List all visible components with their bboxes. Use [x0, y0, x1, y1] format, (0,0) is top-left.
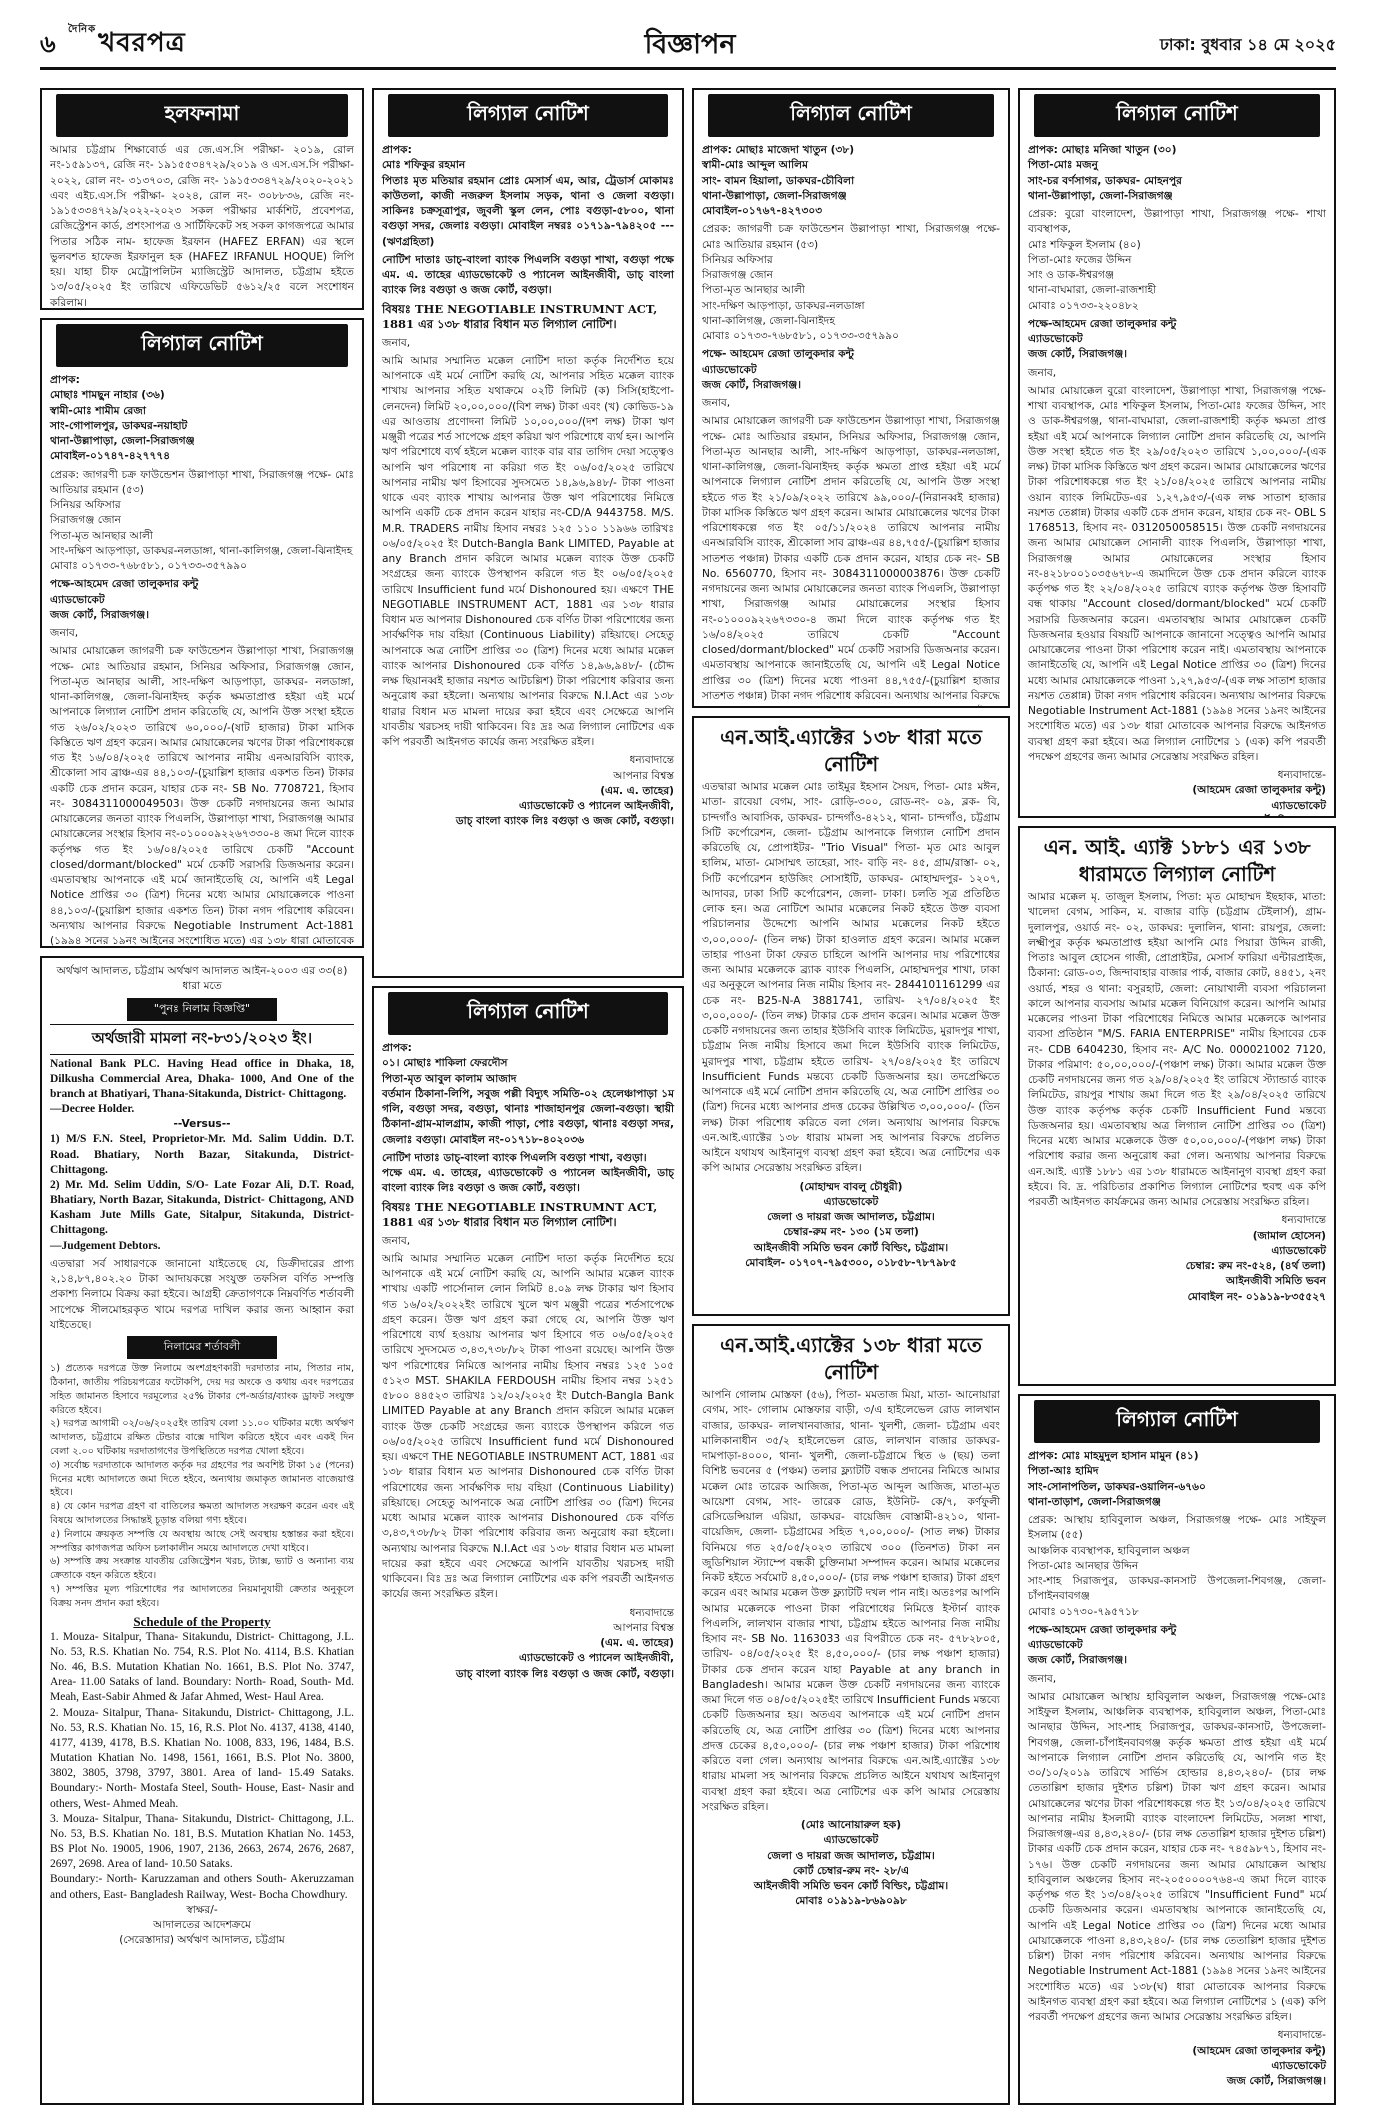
notice-title: লিগ্যাল নোটিশ	[1034, 94, 1320, 137]
auction-notice	[40, 956, 364, 2105]
notice-subject: বিষয়ঃ THE NEGOTIABLE INSTRUMNT ACT, 1881 এর ১৩৮ ধারার বিধান মত লিগ্যাল নোটিশ।	[382, 301, 658, 332]
auction-court: অর্থঋণ আদালত, চট্টগ্রাম অর্থঋণ আদালত আইন-২০০৩ এর ৩৩(৪) ধারা মতে	[56, 965, 348, 993]
notice-body: আমার মোয়াক্কেল জাগরণী চক্র ফাউন্ডেশন উল্লাপাড়া শাখা, সিরাজগঞ্জ পক্ষে- মোঃ আতিয়ার রহমান, সিনিয়র অফিসার, সিরাজগঞ্জ জোন, পিতা-মৃত আনছার আলী, সাং-দক্ষিণ আড়পাড়া, ডাকঘর-নলডাঙ্গা, থানা-কালিগঞ্জ, জেলা-ঝিনাইদহ কর্তৃক ক্ষমতা প্রাপ্ত হইয়া এই মর্মে আপনাকে লিগ্যাল নোটিশ প্রদান করিতেছি যে, আপনি উক্ত সংস্থা হইতে গত ইং ২১/০৯/২০২২ তারিখে ৯৯,০০০/-(নিরানব্বই হাজার) টাকা মাসিক কিস্তিতে ঋণ গ্রহণ করেন। আমার মোয়াক্কেলের ঋণের টাকা পরিশোধকল্পে গত ইং ০৫/১১/২০২৪ তারিখে আপনার নামীয় এনআরবিসি ব্যাংক, শ্রীকোলা সাব ব্রাঞ্চ-এর ৪৪,৭৫৫/-(চুয়াল্লিশ হাজার সাতশত পঞ্চান্ন) টাকার একটি চেক প্রদান করেন, যাহার চেক নং- SB No. 6560770, হিসাব নং- 3084311000003876। উক্ত চেকটি নগদায়নের জন্য আমার মোয়াক্কেলের জনতা ব্যাংক পিএলসি, উল্লাপাড়া শাখা, সিরাজগঞ্জ আমার মোয়াক্কেলের সংস্থার হিসাব নং-০১০০০৯২২৬৭৩৩০-৪ জমা দিলে ব্যাংক কর্তৃপক্ষ গত ইং ১৬/০৪/২০২৫ তারিখে চেকটি "Account closed/dormant/blocked" মর্মে চেকটি সরাসরি ডিজঅনার করেন। এমতাবস্থায় আপনাকে জানাইতেছি যে, আপনি এই Legal Notice প্রাপ্তির ৩০ (ত্রিশ) দিনের মধ্যে পাওনা ৪৪,৭৫৫/-(চুয়াল্লিশ হাজার সাতশত পঞ্চান্ন) টাকা নগদ পরিশোধ করিবেন। অন্যথায় আপনার বিরুদ্ধে	[702, 415, 1000, 702]
notice-body: এতদ্বারা আমার মক্কেল মোঃ তাইমুর ইহসান সৈয়দ, পিতা- মোঃ মঈন, মাতা- রাবেয়া বেগম, সাং- রোড়ি-৩০০, রোড-নং- ০৯, ব্লক- বি, চান্দগাঁও আবাসিক, ডাকঘর- চান্দগাঁও-৪২১২, থানা- চান্দগাঁও, চট্টগ্রাম সিটি কর্পোরেশন, জেলা- চট্টগ্রাম আপনাকে লিগ্যাল নোটিশ প্রদান করিতেছি যে, প্রোপাইটর- "Trio Visual" পিতা- মৃত মোঃ আবুল হালিম, মাতা- মোসাম্মৎ তাহেরা, সাং- বাড়ি নং- ৪৫, গ্রাম/রাস্তা- ০২, সিটি কর্পোরেশন হাউজিং সোসাইটি, ডাকঘর- মোহাম্মদপুর- ১২০৭, আদাবর, ঢাকা সিটি কর্পোরেশন, জেলা- ঢাকা। চলতি সূত্র প্রতিষ্ঠিত লোক হন। অত্র নোটিশে আমার মক্কেলের নিকট হইতে উক্ত ব্যবসা পরিচালনার উদ্দেশ্যে আপনি আমার মক্কেলের নিকট হইতে ৩,০০,০০০/- (তিন লক্ষ) টাকা হাওলাত গ্রহণ করেন। আমার মক্কেল তাহার পাওনা টাকা ফেরত চাহিলে আপনি আপনার দায় পরিশোধের জন্য আমার মক্কেলকে ব্র্যাক ব্যাংক পিএলসি, মোহাম্মদপুর শাখা, ঢাকা এর অনুকূলে আপনার নিজ নামীয় হিসাব নং- 2844101161299 এর চেক নং- B25-N-A 3881741, তারিখ- ২৭/০৪/২০২৫ ইং ৩,০০,০০০/- (তিন লক্ষ) টাকার চেক প্রদান করেন। আমার মক্কেল উক্ত চেকটি নগদায়নের জন্য তাহার ইউসিবি ব্যাংক লিমিটেড, মুরাদপুর শাখা, চট্টগ্রাম নিজ নামীয় হিসাবে জমা দিলে ইউসিবি ব্যাংক লিমিটেড, মুরাদপুর শাখা, চট্টগ্রাম হইতে তারিখ- ২৭/০৪/২০২৫ ইং তারিখে Insufficient Funds মন্তব্যে চেকটি ডিজঅনার হয়। তদপ্রেক্ষিতে আপনাকে এই মর্মে নোটিশ প্রদান করিতেছি যে, অত্র নোটিশ প্রাপ্তির ৩০ (ত্রিশ) দিনের মধ্যে আপনার প্রদত্ত চেকের উল্লিখিত ৩,০০,০০০/- (তিন লক্ষ) টাকা পরিশোধ করিতে বলা গেল। অন্যথায় আপনার বিরুদ্ধে এন.আই.এ্যাক্টের ১৩৮ ধারায় মামলা সহ আপনার বিরুদ্ধে প্রচলিত আইনে যথাযথ আইনানুগ ব্যবস্থা গ্রহণ করা হইবে। অত্র নোটিশের এক কপি আমার সেরেস্তায় সংরক্ষিত রহিল।	[702, 781, 1000, 1175]
notice-thanks: ধন্যবাদান্তে	[1281, 1214, 1326, 1227]
notice-lawyer: পক্ষে-আহমেদ রেজা তালুকদার কন্টু এ্যাডভোকেট জজ কোর্ট, সিরাজগঞ্জ।	[1028, 317, 1177, 361]
auction-plaintiff: National Bank PLC. Having Head office in Dhaka, 18, Dilkusha Commercial Area, Dhaka- 1000, And One of the branch at Bhatiyari, Thana-Sitakunda, District- Chittagong. —Decree Holder.	[50, 1057, 354, 1116]
notice-thanks: ধন্যবাদান্তে আপনার বিশ্বস্ত	[613, 1606, 674, 1634]
notice-greeting: জনাব,	[702, 397, 731, 409]
notice-thanks: ধন্যবাদান্তে আপনার বিশ্বস্ত	[613, 754, 674, 782]
notice-signature: (আহমেদ রেজা তালুকদার কন্টু) এ্যাডভোকেট	[1192, 784, 1326, 812]
ni-act-notice-1	[692, 716, 1010, 1316]
schedule-body: 1. Mouza- Sitalpur, Thana- Sitakundu, District- Chittagong, J.L. No. 53, R.S. Khatian No. 754, R.S. Plot No. 4114, B.S. Khatian No. 46, B.S. Mutation Khatian No. 1661, B.S. Plot No. 3747, Area- 11.00 Sataks of land. Boundary: North- Road, South- Md. Meah, East-Sabir Ahmed & Jafar Ahmed, West- Haul Area. 2. Mouza- Sitalpur, Thana- Sitakundu, District- Chittagong, J.L. No. 53, R.S. Khatian No. 15, 16, R.S. Plot No. 4137, 4138, 4140, 4177, 4139, 4178, B.S. Khatian No. 1008, 833, 196, 1484, B.S. Mutation Khatian No. 1498, 1561, 1661, B.S. Plot No. 3800, 3802, 3805, 3798, 3797, 3801. Area of land- 15.49 Sataks. Boundary:- North- Mostafa Steel, South- House, East- Nasir and others, West- Ahmed Meah. 3. Mouza- Sitalpur, Thana- Sitakundu, District- Chittagong, J.L. No. 53, B.S. Khatian No. 181, B.S. Mutation Khatian No. 1453, BS Plot No. 19005, 1906, 1907, 2136, 2663, 2674, 2676, 2687, 2697, 2698. Area of land- 10.50 Sataks. Boundary:- North- Karuzzaman and others South- Akeruzzaman and others, East- Bangladesh Railway, West- Bocha Chowdhury.	[50, 1630, 354, 1901]
notice-title: লিগ্যাল নোটিশ	[388, 992, 668, 1035]
notice-title: এন.আই.এ্যাক্টের ১৩৮ ধারা মতে নোটিশ	[720, 725, 982, 776]
ni-act-notice-2	[692, 1324, 1010, 2105]
notice-body: আমার মক্কেল মৃ. তাজুল ইসলাম, পিতা: মৃত মোহাম্মদ ইছহাক, মাতা: খালেদা বেগম, সাকিন, ম. বাজার বাড়ি (চট্টগ্রাম টেইলার্স), গ্রাম- দুলালপুর, ওয়ার্ড নং- ০২, ডাকঘর: দুলালিন, থানা: রায়পুর, জেলা: লক্ষ্মীপুর কর্তৃক ক্ষমতাপ্রাপ্ত হইয়া আপনি মোঃ পিয়ারা উদ্দিন রাজী, পিতাঃ আবুল হোসেন গাজী, প্রোপ্রাইটর, মেসার্স ফারিয়া এন্টারপ্রাইজ, ঠিকানা: রোড-০৩, জিন্দাবাহার বাজার পার্ক, বাজার কোট, ৪৪৫১, ২নং ওয়ার্ড, শহর ও থানা: বসুরহাট, জেলা: নোয়াখালী ব্যবসা পরিচালনা কালে আপনার ব্যবসায় আমার মক্কেল বিনিয়োগ করেন। আপনি আমার মক্কেলের পাওনা টাকা পরিশোধের নিমিত্তে আমার মক্কেলকে আপনার ব্যবসা প্রতিষ্ঠান "M/S. FARIA ENTERPRISE" নামীয় হিসাবের চেক নং- CDB 6404230, হিসাব নং- A/C No. 000021002 7120, টাকার পরিমাণ: ৫০,০০,০০০/-(পঞ্চাশ লক্ষ) টাকা। আমার মক্কেল উক্ত চেকটি নগদায়নের জন্য গত ২৯/০৪/২০২৫ ইং তারিখে স্ট্যান্ডার্ড ব্যাংক লিমিটেড, রায়পুর শাখায় জমা দিলে গত ইং ২৯/০৪/২০২৫ তারিখে উক্ত ব্যাংক কর্তৃপক্ষ কর্তৃক চেকটি Insufficient Fund মন্তব্যে ডিজঅনার হয়। এমতাবস্থায় অত্র লিগ্যাল নোটিশ প্রাপ্তির ৩০ (ত্রিশ) দিনের মধ্যে আমার মক্কেলকে উক্ত ৫০,০০,০০০/-(পঞ্চাশ লক্ষ) টাকা পরিশোধ করার জন্য অনুরোধ করা গেল। অন্যথায় আপনার বিরুদ্ধে এন.আই. এ্যাক্ট ১৮৮১ এর ১৩৮ ধারামতে আইনানুগ ব্যবস্থা গ্রহণ করা হইবে। বি. দ্র. পরিচিতার প্রকাশিত লিগ্যাল নোটিশের হুবহু এক কপি পরবর্তী আইনগত কার্যক্রমের জন্য আমার সেরেস্তায় সংরক্ষিত রহিল।	[1028, 891, 1326, 1208]
notice-lawyer: পক্ষে- আহমেদ রেজা তালুকদার কন্টু এ্যাডভোকেট জজ কোর্ট, সিরাজগঞ্জ।	[702, 348, 855, 391]
notice-body: আমার মোয়াক্কেল জাগরণী চক্র ফাউন্ডেশন উল্লাপাড়া শাখা, সিরাজগঞ্জ পক্ষে- মোঃ আতিয়ার রহমান, সিনিয়র অফিসার, সিরাজগঞ্জ জোন, পিতা-মৃত আনছার আলী, সাং-দক্ষিণ আড়পাড়া, ডাকঘর- নলডাঙ্গা, থানা-কালিগঞ্জ, জেলা-ঝিনাইদহ কর্তৃক ক্ষমতাপ্রাপ্ত হইয়া এই মর্মে আপনাকে লিগ্যাল নোটিশ প্রদান করিতেছি যে, আপনি উক্ত সংস্থা হইতে গত ২৬/০২/২০২৩ তারিখে ৬০,০০০/-(ষাট হাজার) টাকা মাসিক কিস্তিতে ঋণ গ্রহণ করেন। আমার মোয়াক্কেলের ঋণের টাকা পরিশোধকল্পে গত ইং ১৬/০৪/২০২৫ তারিখে আপনার নামীয় এনআরবিসি ব্যাংক, শ্রীকোলা সাব ব্রাঞ্চ-এর ৪৪,১০৩/-(চুয়াল্লিশ হাজার একশত তিন) টাকার একটি চেক প্রদান করেন, যাহার চেক নং- SB No. 7708721, হিসাব নং- 3084311000049503। উক্ত চেকটি নগদায়নের জন্য আমার মোয়াক্কেলের জনতা ব্যাংক পিএলসি, উল্লাপাড়া শাখা, সিরাজগঞ্জ আমার মোয়াক্কেলের সংস্থার হিসাব নং-০১০০০৯২২৬৭৩৩০-৪ জমা দিলে ব্যাংক কর্তৃপক্ষ গত ইং ১৬/০৪/২০২৫ তারিখে চেকটি "Account closed/dormant/blocked" মর্মে চেকটি সরাসরি ডিজঅনার করেন। এমতাবস্থায় আপনাকে এই মর্মে জানাইতেছি যে, আপনি এই Legal Notice প্রাপ্তির ৩০ (ত্রিশ) দিনের মধ্যে আমার মোয়াক্কেলকে পাওনা ৪৪,১০৩/-(চুয়াল্লিশ হাজার একশত তিন) টাকা নগদ পরিশোধ করিবেন। অন্যথায় আপনার বিরুদ্ধে Negotiable Instrument Act-1881 (১৯৯৪ সনের ১৯নং আইনের সংশোধিত মতে) এর ১৩৮ ধারা মোতাবেক	[50, 645, 354, 947]
notice-body: আমি আমার সম্মানিত মক্কেল নোটিশ দাতা কর্তৃক নির্দেশিত হয়ে আপনাকে এই মর্মে নোটিশ করছি যে, আপনার সহিত মক্কেল ব্যাংক শাখায় আপনার সহিত যথাক্রমে ০২টি লিমিট (ক) সিসি(হাইপো-লেনদেন) লিমিট ২০,০০,০০০/(বিশ লক্ষ) টাকা এবং (খ) কোভিড-১৯ এর আওতায় প্রণোদনা লিমিট ১০,০০,০০০/(দশ লক্ষ) টাকা ঋণ মঞ্জুরী পত্রের শর্ত সাপেক্ষে গ্রহণ করিয়া ঋণ পরিশোধে ব্যর্থ হন। আপনি ঋণ পরিশোধে ব্যর্থ হইলে মক্কেল ব্যাংক বার বার তাগিদ দেয়া সত্ত্বেও আপনি ঋণ পরিশোধ না করিয়া গত ইং ০৬/০৫/২০২৫ তারিখে আপনার নামীয় ঋণ হিসাবের সুদসমেত ১৪,৯৬,৯৪৮/- টাকা পাওনা থাকে এবং ব্যাংক শাখায় আপনার উক্ত ঋণ পরিশোধের নিমিত্তে আপনি একটি চেক প্রদান করেন যাহার নং-CD/A 9443758. M/S. M.R. TRADERS নামীয় হিসাব নম্বরঃ ১২৫ ১১০ ১১৯৬৬ তারিখঃ ০৬/০৫/২০২৫ ইং Dutch-Bangla Bank LIMITED, Payable at any Branch প্রদান করিলে আমার মক্কেল ব্যাংক উক্ত চেকটি সংগ্রহের জন্য ব্যাংকে উপস্থাপন করিলে গত ইং ০৬/০৫/২০২৫ তারিখে Insufficient fund মর্মে Dishonoured হয়। এক্ষণে THE NEGOTIABLE INSTRUMENT ACT, 1881 এর ১৩৮ ধারার বিধান মত আপনার Dishonoured চেক বর্ণিত টাকা পরিশোধের জন্য সার্বক্ষণিক দায় বহিয়া (Continuous Liability) রহিয়াছে। সেহেতু আপনাকে অত্র নোটিশ প্রাপ্তির ৩০ (ত্রিশ) দিনের মধ্যে আমার মক্কেল ব্যাংক আপনার Dishonoured চেক বর্ণিত ১৪,৯৬,৯৪৮/- (চৌদ্দ লক্ষ ছিয়ানব্বই হাজার নয়শত আটচল্লিশ) টাকা পরিশোধ করিবার জন্য অনুরোধ করা হইলো। অন্যথায় আপনার বিরুদ্ধে N.I.Act এর ১৩৮ ধারার বিধান মত মামলা দায়ের করা হইবে এবং সেক্ষেত্রে আপনি যাবতীয় খরচসহ দায়ী থাকিবেন। বিঃ দ্রঃ অত্র লিগ্যাল নোটিশের এক কপি পরবর্তী আইনগত কার্যের জন্য সংরক্ষিত রইল।	[382, 354, 675, 749]
legal-notice-9	[1018, 1394, 1336, 2105]
notice-greeting: জনাব,	[1028, 1672, 1057, 1685]
notice-recipient: প্রাপক: মোঃ শফিকুর রহমান পিতাঃ মৃত মতিয়ার রহমান প্রোঃ মেসার্স এম, আর, ট্রেডার্স মোকামঃ কাউতলা, কাজী নজরুল ইসলাম সড়ক, থানা ও জেলা বগুড়া। সাকিনঃ চক্রসূত্রাপুর, জুবলী স্কুল লেন, পোঃ বগুড়া-৫৮০০, থানা বগুড়া সদর, জেলাঃ বগুড়া। মোবাইল নম্বরঃ ০১৭১৯-৭৯৪২০৫ --- (ঋণগ্রহিতা)	[382, 144, 674, 248]
notice-greeting: জনাব,	[382, 1234, 411, 1247]
notice-recipient: প্রাপক: মোছাঃ শামছুন নাহার (৩৬) স্বামী-মোঃ শামীম রেজা সাং-গোপালপুর, ডাকঘর-নয়াহাট থানা-উল্লাপাড়া, জেলা-সিরাজগঞ্জ মোবাইল-০১৭৪৭-৪২৭৭৭৪	[50, 374, 195, 463]
legal-notice-2	[372, 88, 684, 978]
notice-signature: (মোঃ আনোয়ারুল হক) এ্যাডভোকেট জেলা ও দায়রা জজ আদালত, চট্টগ্রাম। কোর্ট চেম্বার-রুম নং- ২৮/এ আইনজীবী সমিতি ভবন কোর্ট বিল্ডিং, চট্টগ্রাম। মোবাঃ ০১৯১৯-৮৬৯০৯৮	[753, 1819, 949, 1908]
logo-small-text: দৈনিক	[68, 24, 97, 35]
schedule-title: Schedule of the Property	[133, 1613, 271, 1629]
notice-thanks: ধন্যবাদান্তে-	[1277, 2029, 1326, 2042]
column-4	[1018, 88, 1336, 2105]
notice-signature: (মোহাম্মদ বাবলু চৌধুরী) এ্যাডভোকেট জেলা ও দায়রা জজ আদালত, চট্টগ্রাম। চেম্বার-রুম নং- ১৩০ (১ম তলা) আইনজীবী সমিতি ভবন কোর্ট বিল্ডিং, চট্টগ্রাম। মোবাইল- ০১৭০৭-৭৯৫৩০০, ০১৮৫৮-৭৮৭৯৮৫	[745, 1180, 957, 1269]
notice-recipient: প্রাপক: ০১। মোছাঃ শাকিলা ফেরদৌস পিতা-মৃত আবুল কালাম আজাদ বর্তমান ঠিকানা-লিপি, সবুজ পল্লী বিদ্যুৎ সমিতি-০২ হেলেঞ্চাপাড়া ১ম গলি, বগুড়া সদর, বগুড়া, থানাঃ শাজাহানপুর জেলা-বগুড়া। স্থায়ী ঠিকানা-গ্রাম-মালগ্রাম, কাজী পাড়া, পোঃ বগুড়া, থানাঃ বগুড়া সদর, জেলাঃ বগুড়া। মোবাইল নং-০১৭১৮-৪০২০৩৬	[382, 1042, 674, 1146]
notice-lawyer: পক্ষে-আহমেদ রেজা তালুকদার কন্টু এ্যাডভোকেট জজ কোর্ট, সিরাজগঞ্জ।	[50, 578, 199, 621]
auction-versus: --Versus--	[173, 1118, 231, 1131]
masthead	[40, 18, 1336, 70]
column-3	[692, 88, 1010, 2105]
legal-notice-4	[692, 88, 1010, 708]
notice-greeting: জনাব,	[1028, 366, 1057, 379]
notice-sender: প্রেরক: আস্থায় হাবিবুলাল অঞ্চল, সিরাজগঞ্জ পক্ষে- মোঃ সাইফুল ইসলাম (৫৫) আঞ্চলিক ব্যবস্থাপক, হাবিবুলাল অঞ্চল পিতা-মোঃ আনছার উদ্দিন সাং-শাহ সিরাজপুর, ডাকঘর-কানসাট উপজেলা-শিবগঞ্জ, জেলা-চাঁপাইনবাবগঞ্জ মোবাঃ ০১৭৩০-৭৯৫৭১৮	[1028, 1514, 1326, 1618]
auction-tag: "পুনঃ নিলাম বিজ্ঞপ্তি"	[127, 998, 277, 1021]
auction-signature: স্বাক্ষর/- আদালতের আদেশক্রমে (সেরেস্তাদার) অর্থঋণ আদালত, চট্টগ্রাম	[119, 1903, 285, 1947]
legal-notice-1	[40, 318, 364, 948]
auction-terms: ১) প্রত্যেক দরপত্রে উক্ত নিলামে অংশগ্রহণকারী দরদাতার নাম, পিতার নাম, ঠিকানা, জাতীয় পরিচয়পত্রের ফটোকপি, দেয় দর অংকে ও কথায় এবং দরপত্রের সহিত জামানত হিসাবে দরমূল্যের ২৫% টাকার পে-অর্ডার/ব্যাংক ড্রাফট সংযুক্ত করিতে হইবে। ২) দরপত্র আগামী ০২/০৬/২০২৫ইং তারিখ বেলা ১১.০০ ঘটিকার মধ্যে অর্থঋণ আদালত, চট্টগ্রামে রক্ষিত টেন্ডার বাক্সে দাখিল করিতে হইবে এবং একই দিন বেলা ২.০০ ঘটিকায় দরদাতাগণের উপস্থিতিতে দরপত্র খোলা হইবে। ৩) সর্বোচ্চ দরদাতাকে আদালত কর্তৃক দর গ্রহণের পর অবশিষ্ট টাকা ১৫ (পনের) দিনের মধ্যে আদালতে জমা দিতে হইবে, অন্যথায় জমাকৃত জামানত বাজেয়াপ্ত হইবে। ৪) যে কোন দরপত্র গ্রহণ বা বাতিলের ক্ষমতা আদালত সংরক্ষণ করেন এবং এই বিষয়ে আদালতের সিদ্ধান্তই চূড়ান্ত বলিয়া গণ্য হইবে। ৫) নিলামে ক্রয়কৃত সম্পত্তি যে অবস্থায় আছে সেই অবস্থায় হস্তান্তর করা হইবে। সম্পত্তির কাগজপত্র অফিস চলাকালীন সময়ে আদালতে দেখা যাইবে। ৬) সম্পত্তি ক্রয় সংক্রান্ত যাবতীয় রেজিস্ট্রেশন খরচ, ট্যাক্স, ভ্যাট ও অন্যান্য ব্যয় ক্রেতাকে বহন করিতে হইবে। ৭) সম্পত্তির মূল্য পরিশোধের পর আদালতের নিয়মানুযায়ী ক্রেতার অনুকূলে বিক্রয় সনদ প্রদান করা হইবে।	[50, 1363, 354, 1609]
column-2	[372, 88, 684, 2105]
notice-sender: প্রেরক: জাগরণী চক্র ফাউন্ডেশন উল্লাপাড়া শাখা, সিরাজগঞ্জ পক্ষে- মোঃ আতিয়ার রহমান (৫৩) সিনিয়র অফিসার সিরাজগঞ্জ জোন পিতা-মৃত আনছার আলী সাং-দক্ষিণ আড়পাড়া, ডাকঘর-নলডাঙ্গা, থানা-কালিগঞ্জ, জেলা-ঝিনাইদহ মোবাঃ ০১৭৩৩-৭৬৮৫৮১, ০১৭৩৩-৩৫৭৯৯০	[50, 468, 354, 572]
notice-sender: প্রেরক: জাগরণী চক্র ফাউন্ডেশন উল্লাপাড়া শাখা, সিরাজগঞ্জ পক্ষে- মোঃ আতিয়ার রহমান (৫৩) সিনিয়র অফিসার সিরাজগঞ্জ জোন পিতা-মৃত আনছার আলী সাং-দক্ষিণ আড়পাড়া, ডাকঘর-নলডাঙ্গা থানা-কালিগঞ্জ, জেলা-ঝিনাইদহ মোবাঃ ০১৭৩৩-৭৬৮৫৮১, ০১৭৩৩-৩৫৭৯৯০	[702, 223, 1000, 342]
dateline: ঢাকা: বুধবার ১৪ মে ২০২৫	[1159, 35, 1336, 54]
notice-title: লিগ্যাল নোটিশ	[1034, 1400, 1320, 1443]
notice-body: আমার মোয়াক্কেল বুরো বাংলাদেশ, উল্লাপাড়া শাখা, সিরাজগঞ্জ পক্ষে- শাখা ব্যবস্থাপক, মোঃ শফিকুল ইসলাম, পিতা-মোঃ ফজের উদ্দিন, সাং ও ডাক-ঈশ্বরগঞ্জ, থানা-বাঘমারা, জেলা-রাজশাহী কর্তৃক ক্ষমতা প্রাপ্ত হইয়া এই মর্মে আপনাকে লিগ্যাল নোটিশ প্রদান করিতেছি যে, আপনি উক্ত সংস্থা হইতে গত ইং ২৯/০৫/২০২৩ তারিখে ১,০০,০০০/-(এক লক্ষ) টাকা মাসিক কিস্তিতে ঋণ গ্রহণ করেন। আমার মোয়াক্কেলের ঋণের টাকা পরিশোধকল্পে গত ইং ২১/০৪/২০২৫ তারিখে আপনার নামীয় ওয়ান ব্যাংক লিমিটেড-এর ১,২৭,৯৫৩/-(এক লক্ষ সাতাশ হাজার নয়শত তেপ্পান্ন) টাকার একটি চেক প্রদান করেন, যাহার চেক নং- OBL S 1768513, হিসাব নং- 0312050058515। উক্ত চেকটি নগদায়নের জন্য আমার মোয়াক্কেল সোনালী ব্যাংক পিএলসি, উল্লাপাড়া শাখা, সিরাজগঞ্জ আমার মোয়াক্কেলের সংস্থার হিসাব নং-৪২১৮০০১০৩৫৬৭৮-এ জমাদিলে উক্ত চেক প্রদান করিলে ব্যাংক কর্তৃপক্ষ গত ইং ২২/০৪/২০২৫ তারিখে ব্যাংক কর্তৃপক্ষ উক্ত হিসাবটি বন্ধ থাকায় "Account closed/dormant/blocked" মর্মে চেকটি সরাসরি ডিজঅনার করেন। এমতাবস্থায় আমার মোয়াক্কেল চেকটি ডিজঅনার হওয়ার বিষয়টি আপনাকে জানানো সত্ত্বেও আপনি আমার মোয়াক্কেলের পাওনা টাকা পরিশোধ করেন নাই। এমতাবস্থায় আপনাকে জানাইতেছি যে, আপনি এই Legal Notice প্রাপ্তির ৩০ (ত্রিশ) দিনের মধ্যে আমার মোয়াক্কেলকে পাওনা ১,২৭,৯৫৩/-(এক লক্ষ সাতাশ হাজার নয়শত তেপ্পান্ন) টাকা নগদ পরিশোধ করিবেন। অন্যথায় আপনার বিরুদ্ধে Negotiable Instrument Act-1881 (১৯৯৪ সনের ১৯নং আইনের সংশোধিত মতে) এর ১৩৮ ধারা মোতাবেক আপনার বিরুদ্ধে আইনগত ব্যবস্থা গ্রহণ করা হইবে। অত্র লিগ্যাল নোটিশের ১ (এক) কপি পরবর্তী পদক্ষেপ গ্রহণের জন্য আমার সেরেস্তায় সংরক্ষিত রহিল।	[1028, 384, 1326, 763]
notice-sender: নোটিশ দাতাঃ ডাচ্-বাংলা ব্যাংক পিএলসি বগুড়া শাখা, বগুড়া। পক্ষে এম. এ. তাহের, এ্যাডভোকেট ও প্যানেল আইনজীবী, ডাচ্ বাংলা ব্যাংক লিঃ বগুড়া ও জজ কোর্ট, বগুড়া।	[382, 1151, 674, 1195]
newspaper-logo	[68, 22, 186, 66]
notice-body: আপনি গোলাম মোস্তফা (৫৬), পিতা- মমতাজ মিয়া, মাতা- আনোয়ারা বেগম, সাং- গোলাম মোস্তফার বাড়ী, ৩/এ হাইলেভেল রোড লালখান বাজার, ডাকঘর- লালখানবাজার, থানা- খুলশী, জেলা- চট্টগ্রাম এবং মালিকানাধীন ৩৫/২ হাইলেভেল রোড, লালখান বাজার ডাকঘর-দামপাড়া-৪০০০, থানা- খুলশী, জেলা-চট্টগ্রামে স্থিত ৬ (ছয়) তলা বিশিষ্ট ভবনের ৫ (পঞ্চম) তলার ফ্ল্যাটটি বন্ধক প্রদানের নিমিত্তে আমার মক্কেল মোঃ তারেক আজিজ, পিতা-মৃত আব্দুল আজিজ, মাতা-মৃত আয়েশা বেগম, সাং- তারেক রোড, ইউনিট- কে/৭, কর্ণফুলী রেসিডেন্সিয়াল এরিয়া, ডাকঘর- বায়েজিদ বোস্তামী-৪২১০, থানা-বায়েজিদ, জেলা- চট্টগ্রামের সহিত ৭,০০,০০০/- (সাত লক্ষ) টাকার বিনিময়ে গত ২৫/০৫/২০২৩ তারিখে ৩০০ (তিনশত) টাকা নন জুডিশিয়াল স্ট্যাম্পে বন্ধকী চুক্তিনামা সম্পাদন করেন। আমার মক্কেলের নিকট হইতে সর্বমোট ৪,৫০,০০০/- (চার লক্ষ পঞ্চাশ হাজার) টাকা গ্রহণ করেন এবং আমার মক্কেল উক্ত ফ্ল্যাটটি দখল পান নাই। অতঃপর আপনি আমার মক্কেলকে পাওনা টাকা পরিশোধের নিমিত্তে ইস্টার্ন ব্যাংক পিএলসি, লালখান বাজার শাখা, চট্টগ্রাম হইতে আপনার নিজ নামীয় হিসাব নং- SB No. 1163033 এর বিপরীতে চেক নং- ৫৭৮২৮০৫, তারিখ- ০৪/০৫/২০২৫ ইং ৪,৫০,০০০/- (চার লক্ষ পঞ্চাশ হাজার) টাকার চেক প্রদান করেন যাহা Payable at any branch in Bangladesh। আমার মক্কেল উক্ত চেকটি নগদায়নের জন্য ব্যাংকে জমা দিলে গত ০৪/০৫/২০২৫ইং তারিখে Insufficient Funds মন্তব্যে চেকটি ডিজঅনার হয়। অতএব আপনাকে এই মর্মে নোটিশ প্রদান করিতেছি যে, অত্র নোটিশ প্রাপ্তির ৩০ (ত্রিশ) দিনের মধ্যে আপনার প্রদত্ত চেকের ৪,৫০,০০০/- (চার লক্ষ পঞ্চাশ হাজার) টাকা পরিশোধ করিতে বলা গেল। অন্যথায় আপনার বিরুদ্ধে এন.আই.এ্যাক্টের ১৩৮ ধারায় মামলা সহ আপনার বিরুদ্ধে প্রচলিত আইনে যথাযথ আইনানুগ ব্যবস্থা গ্রহণ করা হইবে। অত্র নোটিশের এক কপি আমার সেরেস্তায় সংরক্ষিত রহিল।	[702, 1389, 1000, 1813]
notice-signature: (এম. এ. তাহের) এ্যাডভোকেট ও প্যানেল আইনজীবী, ডাচ্ বাংলা ব্যাংক লিঃ বগুড়া ও জজ কোর্ট, বগুড়া।	[455, 784, 674, 828]
notice-signature: (আহমেদ রেজা তালুকদার কন্টু) এ্যাডভোকেট জজ কোর্ট, সিরাজগঞ্জ।	[1192, 2044, 1326, 2087]
notice-thanks: ধন্যবাদান্তে-	[1277, 769, 1326, 781]
notice-greeting: জনাব,	[50, 627, 79, 639]
page-number: ৬	[40, 30, 56, 58]
auction-case-number: অর্থজারী মামলা নং-৮৩১/২০২৩ ইং।	[50, 1024, 354, 1055]
notice-recipient: প্রাপক: মোঃ মাহমুদুল হাসান মামুন (৪১) পিতা-আঃ হামিদ সাং-সোনাপতিল, ডাকঘর-ওয়ালিন-৬৭৬০ থানা-তাড়াশ, জেলা-সিরাজগঞ্জ	[1028, 1450, 1206, 1508]
notice-signature: (জামাল হোসেন) এ্যাডভোকেট চেম্বার: রুম নং-৫২৪, (৪র্থ তলা) আইনজীবী সমিতি ভবন মোবাইল নং- ০১৯১৯-৮৩৫৫২৭	[1185, 1229, 1326, 1303]
notice-title: লিগ্যাল নোটিশ	[56, 324, 348, 367]
legal-notice-3	[372, 986, 684, 2105]
section-title: বিজ্ঞাপন	[644, 29, 736, 60]
notice-recipient: প্রাপক: মোছাঃ মনিজা খাতুন (৩০) পিতা-মোঃ মজনু সাং-চর বর্ণসাগর, ডাকঘর- মোহনপুর থানা-উল্লাপাড়া, জেলা-সিরাজগঞ্জ	[1028, 144, 1183, 202]
notice-body: আমার মোয়াক্কেল আস্থায় হাবিবুলাল অঞ্চল, সিরাজগঞ্জ পক্ষে-মোঃ সাইফুল ইসলাম, আঞ্চলিক ব্যবস্থাপক, হাবিবুলাল অঞ্চল, পিতা-মোঃ আনছার উদ্দিন, সাং-শাহ সিরাজপুর, ডাকঘর-কানসাট, উপজেলা-শিবগঞ্জ, জেলা-চাঁপাইনবাবগঞ্জ কর্তৃক ক্ষমতা প্রাপ্ত হইয়া এই মর্মে আপনাকে লিগ্যাল নোটিশ প্রদান করিতেছি যে, আপনি গত ইং ৩০/১০/২০১৯ তারিখে সার্ভিস হোল্ডার ৪,৪৩,২৪০/- (চার লক্ষ তেতাল্লিশ হাজার দুইশত চল্লিশ) টাকা ঋণ গ্রহণ করেন। আমার মোয়াক্কেলের ঋণের টাকা পরিশোধকল্পে গত ইং ১৩/০৪/২০২৫ তারিখে আপনার নামীয় ইসলামী ব্যাংক বাংলাদেশ লিমিটেড, সলঙ্গা শাখা, সিরাজগঞ্জ-এর ৪,৪৩,২৪০/- (চার লক্ষ তেতাল্লিশ হাজার দুইশত চল্লিশ) টাকার একটি চেক প্রদান করেন, যাহার চেক নং- ৭৪৫৯৮৭১, হিসাব নং- ১৭৬। উক্ত চেকটি নগদায়নের জন্য আমার মোয়াক্কেল আস্থায় হাবিবুলাল অঞ্চলের হিসাব নং-২০৫০০০০৭৬৪-এ জমা দিলে ব্যাংক কর্তৃপক্ষ গত ইং ১৩/০৪/২০২৫ তারিখে "Insufficient Fund" মর্মে চেকটি ডিজঅনার করেন। এমতাবস্থায় আপনাকে জানাইতেছি যে, আপনি এই Legal Notice প্রাপ্তির ৩০ (ত্রিশ) দিনের মধ্যে আমার মোয়াক্কেলকে পাওনা ৪,৪৩,২৪০/- (চার লক্ষ তেতাল্লিশ হাজার দুইশত চল্লিশ) টাকা নগদ পরিশোধ করিবেন। অন্যথায় আপনার বিরুদ্ধে Negotiable Instrument Act-1881 (১৯৯৪ সনের ১৯নং আইনের সংশোধিত মতে) এর ১৩৮(ঘ) ধারা মোতাবেক আপনার বিরুদ্ধে আইনগত ব্যবস্থা গ্রহণ করা হইবে। অত্র লিগ্যাল নোটিশের ১ (এক) কপি পরবর্তী পদক্ষেপ গ্রহণের জন্য আমার সেরেস্তায় সংরক্ষিত রহিল।	[1028, 1690, 1326, 2023]
notice-lawyer: পক্ষে-আহমেদ রেজা তালুকদার কন্টু এ্যাডভোকেট জজ কোর্ট, সিরাজগঞ্জ।	[1028, 1623, 1177, 1667]
affidavit-ad	[40, 88, 364, 310]
notice-body: আমি আমার সম্মানিত মক্কেল নোটিশ দাতা কর্তৃক নির্দেশিত হয়ে আপনাকে এই মর্মে নোটিশ করছি যে, আপনি আমার মক্কেল ব্যাংক শাখায় একটি পার্সোনাল লোন লিমিট ৪.০৯ লক্ষ টাকার ঋণ হিসাব গত ১৬/০২/২০২২ইং তারিখে খুলে ঋণ মঞ্জুরী পত্রের শর্তসাপেক্ষে গ্রহণ করেন। উক্ত ঋণ গ্রহণ করা গেছে যে, আপনি উক্ত ঋণ পরিশোধে ব্যর্থ হওয়ায় আপনার ঋণ হিসাবে গত ০৬/০৫/২০২৫ তারিখে সুদসমেত ৩,৪৩,৭৩৮/৮২ টাকা পাওনা রয়েছে। আপনি উক্ত ঋণ পরিশোধের নিমিত্তে আপনার নামীয় হিসাব নম্বরঃ ১২৫ ১০৫ ৫১২৩ MST. SHAKILA FERDOUSH নামীয় হিসাব নম্বর ১২৫১ ৫৮০০ ৪৪৫২৩ তারিখঃ ১২/০২/২০২৫ ইং Dutch-Bangla Bank LIMITED Payable at any Branch প্রদান করিলে আমার মক্কেল ব্যাংক উক্ত চেকটি সংগ্রহের জন্য ব্যাংকে উপস্থাপন করিলে গত ০৬/০৫/২০২৫ তারিখে Insufficient fund মর্মে Dishonoured হয়। এক্ষণে THE NEGOTIABLE INSTRUMENT ACT, 1881 এর ১৩৮ ধারার বিধান মত আপনার Dishonoured চেক বর্ণিত টাকা পরিশোধের জন্য সার্বক্ষণিক দায় বহিয়া (Continuous Liability) রহিয়াছে। সেহেতু আপনাকে অত্র নোটিশ প্রাপ্তির ৩০ (ত্রিশ) দিনের মধ্যে আমার মক্কেল ব্যাংক আপনার Dishonoured চেক বর্ণিত ৩,৪৩,৭৩৮/৮২ টাকা পরিশোধ করিবার জন্য অনুরোধ করা হইলো। অন্যথায় আপনার বিরুদ্ধে N.I.Act এর ১৩৮ ধারার বিধান মত মামলা দায়ের করা হইবে এবং সেক্ষেত্রে আপনি যাবতীয় খরচসহ দায়ী থাকিবেন। বিঃ দ্রঃ অত্র লিগ্যাল নোটিশের এক কপি পরবর্তী আইনগত কার্যের জন্য সংরক্ষিত রইল।	[382, 1252, 674, 1601]
auction-intro: এতদ্বারা সর্ব সাধারণকে জানানো যাইতেছে যে, ডিক্রীদারের প্রাপ্য ২,১৪,৮৭,৪০২.২০ টাকা আদায়কল্পে সংযুক্ত তফসিল বর্ণিত সম্পত্তি প্রকাশ্য নিলামে বিক্রয় করা হইবে। আগ্রহী ক্রেতাগণকে নিম্নবর্ণিত শর্তাবলী সাপেক্ষে সীলমোহরকৃত খামে দরপত্র দাখিল করার জন্য আহ্বান করা যাইতেছে।	[50, 1257, 354, 1331]
affidavit-title: হলফনামা	[56, 94, 348, 137]
notice-sender: নোটিশ দাতাঃ ডাচ্-বাংলা ব্যাংক পিএলসি বগুড়া শাখা, বগুড়া পক্ষে এম. এ. তাহের এ্যাডভোকেট ও প্যানেল আইনজীবী, ডাচ্ বাংলা ব্যাংক লিঃ বগুড়া ও জজ কোর্ট, বগুড়া।	[382, 253, 674, 297]
notice-title: লিগ্যাল নোটিশ	[388, 94, 668, 137]
affidavit-body: আমার চট্টগ্রাম শিক্ষাবোর্ড এর জে.এস.সি পরীক্ষা- ২০১৯, রোল নং-১৫৯১৩৭, রেজি নং- ১৯১৫৫৩৪৭২৯/২০১৯ ও এস.এস.সি পরীক্ষা- ২০২২, রোল নং- ৩১৩৭০৩, রেজি নং- ১৯১৫৩৩৪৭২৯/২০২০-২০২১ এবং এইচ.এস.সি পরীক্ষা- ২০২৪, রোল নং- ৩০৮৮৩৬, রেজি নং- ১৯১৫৩৩৪৭২৯/২০২২-২০২৩ সকল পরীক্ষার মার্কশিট, প্রবেশপত্র, রেজিস্ট্রেশন কার্ড, প্রশংসাপত্র ও সার্টিফিকেট সহ সকল কাগজপত্রে আমার পিতার সঠিক নাম- হাফেজ ইরফান (HAFEZ ERFAN) এর স্থলে ভুলবশত হাফেজ ইরফানুল হক (HAFEZ IRFANUL HOQUE) লিপি হয়। যাহা চীফ মেট্রোপলিটন ম্যাজিস্ট্রেট আদালত, চট্টগ্রাম হইতে ১৩/০৫/২০২৫ ইং তারিখে এফিডেভিট ৫৬১২/২৫ বলে সংশোধন করিলাম।	[50, 144, 354, 309]
auction-terms-title: নিলামের শর্তাবলী	[127, 1336, 277, 1359]
legal-notice-7	[1018, 88, 1336, 818]
notice-title: এন. আই. এ্যাক্ট ১৮৮১ এর ১৩৮ ধারামতে লিগ্যাল নোটিশ	[1043, 835, 1311, 886]
notice-sender: প্রেরক: বুরো বাংলাদেশ, উল্লাপাড়া শাখা, সিরাজগঞ্জ পক্ষে- শাখা ব্যবস্থাপক, মোঃ শফিকুল ইসলাম (৪০) পিতা-মোঃ ফজের উদ্দিন সাং ও ডাক-ঈশ্বরগঞ্জ থানা-বাঘমারা, জেলা-রাজশাহী মোবাঃ ০১৭৩৩-২২০৪৮২	[1028, 208, 1326, 312]
column-1	[40, 88, 364, 2105]
auction-defendants: 1) M/S F.N. Steel, Proprietor-Mr. Md. Salim Uddin. D.T. Road. Bhatiary, North Bazar, Sitakunda, District- Chittagong. 2) Mr. Md. Selim Uddin, S/O- Late Fozar Ali, D.T. Road, Bhatiary, North Bazar, Sitakunda, District- Chittagong, AND Kasham Jute Mills Gate, Sitalpur, Sitakunda, District- Chittagong. —Judgement Debtors.	[50, 1133, 354, 1252]
notice-recipient: প্রাপক: মোছাঃ মাজেদা খাতুন (৩৮) স্বামী-মোঃ আব্দুল আলিম সাং- বামন হিয়ালা, ডাকঘর-চৌবিলা থানা-উল্লাপাড়া, জেলা-সিরাজগঞ্জ মোবাইল-০১৭৬৭-৪২৭৩০৩	[702, 144, 855, 217]
notice-title: এন.আই.এ্যাক্টের ১৩৮ ধারা মতে নোটিশ	[720, 1333, 982, 1384]
notice-greeting: জনাব,	[382, 336, 411, 349]
notice-signature: (এম. এ. তাহের) এ্যাডভোকেট ও প্যানেল আইনজীবী, ডাচ্ বাংলা ব্যাংক লিঃ বগুড়া ও জজ কোর্ট, বগুড়া।	[455, 1637, 674, 1680]
notice-title: লিগ্যাল নোটিশ	[708, 94, 994, 137]
notice-subject: বিষয়ঃ THE NEGOTIABLE INSTRUMNT ACT, 1881 এর ১৩৮ ধারার বিধান মত লিগ্যাল নোটিশ।	[382, 1199, 658, 1230]
ni-act-notice-3	[1018, 826, 1336, 1386]
logo-text: খবরপত্র	[98, 28, 186, 58]
